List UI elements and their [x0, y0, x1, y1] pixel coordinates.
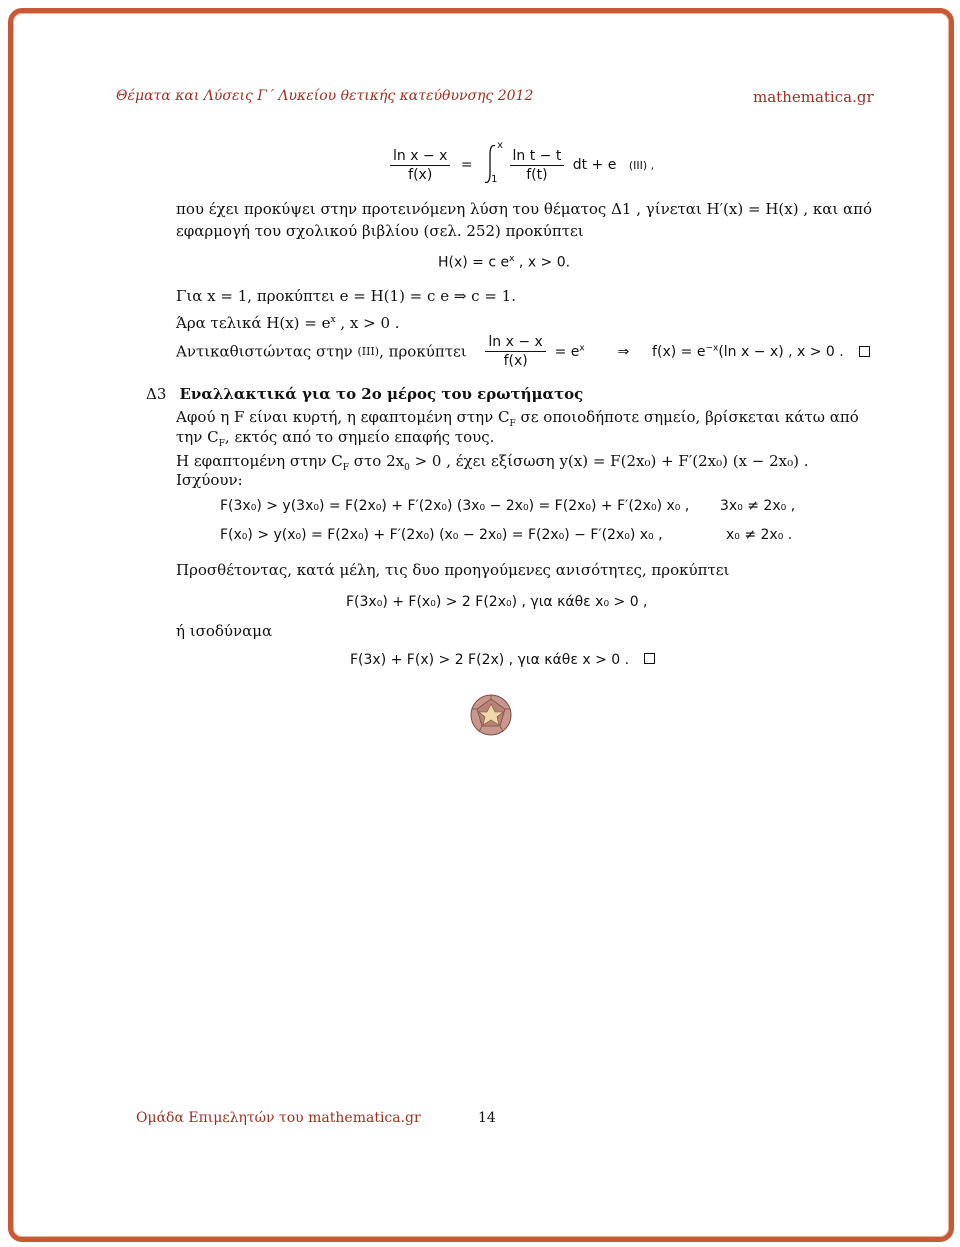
- integral-upper-limit: x: [497, 140, 503, 151]
- paragraph-1-line-1: που έχει προκύψει στην προτεινόμενη λύση του θέματος Δ1 , γίνεται H′(x) = H(x) , και από: [176, 200, 873, 218]
- line-final-h-exponent: x: [330, 315, 336, 325]
- p3-line1-sub: F: [342, 463, 349, 473]
- result-1: F(3x₀) + F(x₀) > 2 F(2x₀) , για κάθε x₀ > 0 ,: [346, 594, 648, 610]
- p3-line1-tail: > 0 , έχει εξίσωση y(x) = F(2x₀) + F′(2x₀) (x − 2x₀) .: [409, 452, 809, 470]
- paragraph-3-line-2: Ισχύουν:: [176, 471, 243, 489]
- line-final-h: [176, 314, 400, 332]
- implies-arrow: ⇒: [617, 343, 630, 360]
- equation-iii-integrand: [510, 147, 565, 184]
- qed-box-icon: [859, 346, 870, 357]
- integral-sign: [483, 140, 505, 186]
- qed-box-icon: [644, 653, 655, 664]
- substitution-text: Αντικαθιστώντας στην: [176, 342, 353, 361]
- equation-iii-tail: dt + e: [572, 157, 617, 173]
- equals-sign: =: [460, 157, 473, 173]
- inequality-1-condition: 3x₀ ≠ 2x₀ ,: [720, 498, 796, 514]
- page-number: 14: [478, 1110, 496, 1126]
- p2-line1-sub: F: [509, 419, 516, 429]
- substitution-line: [176, 333, 870, 370]
- inequality-2: F(x₀) > y(x₀) = F(2x₀) + F′(2x₀) (x₀ − 2x₀) = F(2x₀) − F′(2x₀) x₀ ,: [220, 527, 663, 543]
- equation-iii: [390, 140, 655, 186]
- equation-iii-tag: (III) ,: [628, 159, 655, 172]
- substitution-equals-text: = e: [554, 343, 580, 360]
- p2-line2-text: την C: [176, 428, 219, 446]
- paragraph-3-line-1: [176, 452, 809, 473]
- line-final-h-tail: , x > 0 .: [335, 314, 400, 332]
- substitution-numerator: ln x − x: [485, 333, 545, 352]
- header-site[interactable]: mathematica.gr: [753, 88, 874, 106]
- equation-h-main: H(x) = c e: [438, 254, 510, 271]
- equation-h-tail: , x > 0.: [518, 254, 571, 271]
- page-frame: [8, 8, 954, 1242]
- substitution-exponent: x: [579, 343, 585, 354]
- integrand-numerator: ln t − t: [510, 147, 565, 166]
- line-final-h-main: Άρα τελικά H(x) = e: [176, 314, 331, 332]
- polyhedron-ornament-icon: [469, 693, 513, 741]
- section-title: Εναλλακτικά για το 2ο μέρος του ερωτήματος: [179, 385, 584, 403]
- lhs-numerator: ln x − x: [390, 147, 450, 166]
- p2-line2-tail: , εκτός από το σημείο επαφής τους.: [224, 428, 495, 446]
- footer-team: Ομάδα Επιμελητών του mathematica.gr: [136, 1110, 421, 1126]
- section-heading: [146, 384, 583, 403]
- equation-h: [438, 254, 570, 271]
- p3-line1-mid: στο 2x: [348, 452, 405, 470]
- paragraph-2-line-1: [176, 408, 859, 429]
- paragraph-5: ή ισοδύναμα: [176, 622, 273, 640]
- lhs-denominator: f(x): [408, 166, 433, 183]
- p2-line1-text: Αφού η F είναι κυρτή, η εφαπτομένη στην C: [176, 408, 510, 426]
- substitution-result: [652, 344, 844, 360]
- substitution-equals: [555, 344, 585, 360]
- substitution-text-2: , προκύπτει: [379, 342, 467, 361]
- substitution-result-tail: (ln x − x) , x > 0 .: [718, 343, 844, 360]
- substitution-fraction: [485, 333, 545, 370]
- substitution-result-main: f(x) = e: [652, 343, 706, 360]
- paragraph-4: Προσθέτοντας, κατά μέλη, τις δυο προηγούμενες ανισότητες, προκύπτει: [176, 561, 730, 579]
- header-title: Θέματα και Λύσεις Γ΄ Λυκείου θετικής κατεύθυνσης 2012: [116, 88, 534, 104]
- inequality-2-condition: x₀ ≠ 2x₀ .: [726, 527, 793, 543]
- paragraph-2-line-2: [176, 428, 494, 449]
- section-label: Δ3: [146, 385, 167, 403]
- p2-line2-sub: F: [218, 439, 225, 449]
- p3-line1-sub2: 0: [404, 463, 410, 473]
- equation-iii-lhs: [390, 147, 450, 184]
- p3-line1-text: Η εφαπτομένη στην C: [176, 452, 343, 470]
- paragraph-1-line-2: εφαρμογή του σχολικού βιβλίου (σελ. 252) προκύπτει: [176, 222, 584, 240]
- integrand-denominator: f(t): [526, 166, 548, 183]
- p2-line1-tail: σε οποιοδήποτε σημείο, βρίσκεται κάτω από: [515, 408, 859, 426]
- equation-h-exponent: x: [509, 254, 515, 264]
- substitution-denominator: f(x): [503, 353, 528, 369]
- integral-lower-limit: 1: [491, 174, 498, 185]
- substitution-tag: (III): [357, 345, 380, 358]
- line-x-equals-1: Για x = 1, προκύπτει e = H(1) = c e ⇒ c = 1.: [176, 287, 516, 305]
- result-2: [350, 652, 655, 668]
- inequality-1: F(3x₀) > y(3x₀) = F(2x₀) + F′(2x₀) (3x₀ − 2x₀) = F(2x₀) + F′(2x₀) x₀ ,: [220, 498, 690, 514]
- result-2-text: F(3x) + F(x) > 2 F(2x) , για κάθε x > 0 .: [350, 652, 630, 668]
- substitution-result-exponent: −x: [705, 343, 719, 354]
